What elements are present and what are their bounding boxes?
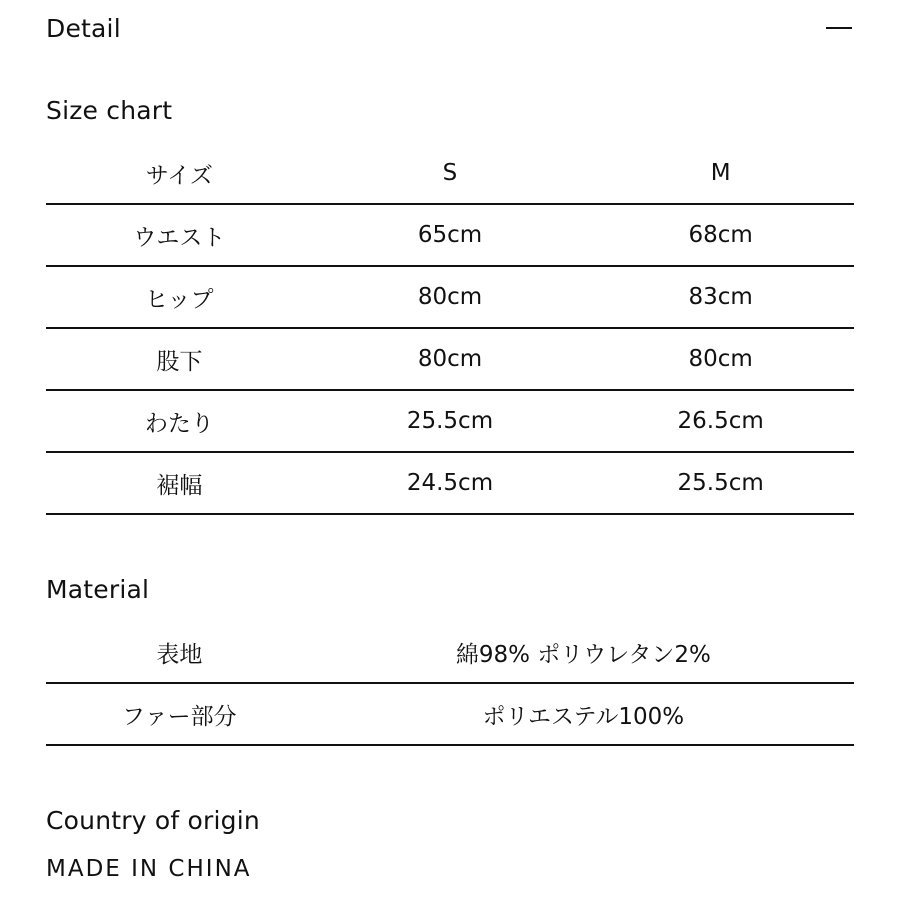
table-row — [46, 683, 854, 745]
column-header-m: M — [710, 160, 731, 186]
cell-m: 83cm — [587, 266, 854, 328]
material-title: Material — [46, 575, 150, 604]
detail-header — [46, 10, 854, 46]
column-header-s: S — [442, 160, 458, 186]
material-value: 綿98% ポリウレタン2% — [455, 641, 711, 668]
row-label: ヒップ — [46, 266, 313, 328]
cell-s: 80cm — [313, 328, 588, 390]
material-value: ポリエステル100% — [313, 683, 854, 745]
cell-s: 24.5cm — [313, 452, 588, 514]
size-chart-title: Size chart — [46, 96, 173, 125]
row-label: ウエスト — [46, 204, 313, 266]
origin-value: MADE IN CHINA — [46, 856, 252, 882]
size-chart-header-row — [46, 143, 854, 204]
cell-s: 80cm — [313, 266, 588, 328]
table-row — [46, 390, 854, 452]
table-row — [46, 266, 854, 328]
row-label: 表地 — [156, 641, 203, 668]
size-chart-table — [46, 143, 854, 515]
column-header-size: サイズ — [145, 162, 213, 189]
detail-title: Detail — [46, 13, 121, 43]
cell-s: 65cm — [313, 204, 588, 266]
collapse-button[interactable] — [824, 13, 854, 43]
cell-m: 25.5cm — [587, 452, 854, 514]
row-label: 股下 — [46, 328, 313, 390]
table-row — [46, 204, 854, 266]
table-row — [46, 328, 854, 390]
table-row — [46, 452, 854, 514]
minus-icon — [826, 27, 852, 29]
material-table — [46, 622, 854, 746]
row-label: わたり — [46, 390, 313, 452]
row-label: ファー部分 — [46, 683, 313, 745]
origin-title: Country of origin — [46, 806, 260, 835]
table-row — [46, 622, 854, 683]
cell-m: 68cm — [587, 204, 854, 266]
cell-s: 25.5cm — [313, 390, 588, 452]
row-label: 裾幅 — [46, 452, 313, 514]
cell-m: 26.5cm — [587, 390, 854, 452]
cell-m: 80cm — [587, 328, 854, 390]
